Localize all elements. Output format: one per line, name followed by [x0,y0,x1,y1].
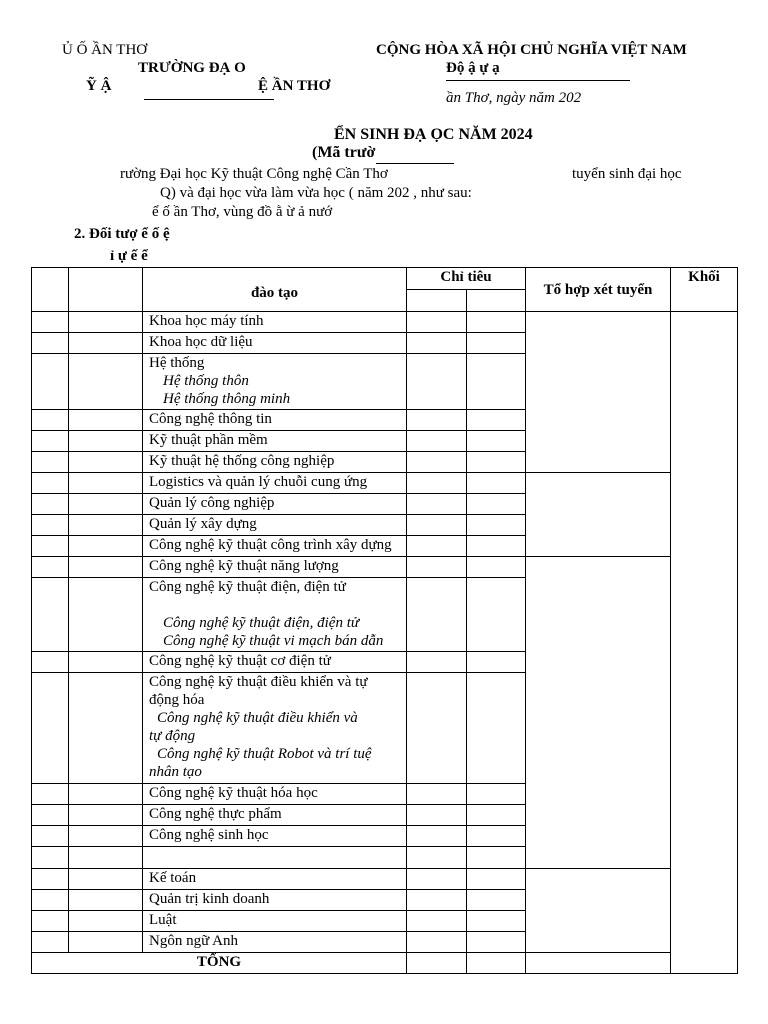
table-row: Quản lý xây dựng [143,515,407,536]
section-2-heading: 2. Đối tượ ể ố ệ [74,226,170,242]
table-row: Kế toán [143,869,407,890]
intro-line3: ể ố ần Thơ, vùng đồ ằ ừ ả nướ [152,204,333,220]
table-row: Kỹ thuật hệ thống công nghiệp [143,452,407,473]
table-row: Công nghệ kỹ thuật công trình xây dựng [143,536,407,557]
col-block-header: Khối [671,268,738,312]
row-label: động hóa [149,692,205,708]
table-row: Luật [143,911,407,932]
header-right-rule [446,80,630,81]
table-row [143,354,407,410]
col-program-header: đào tạo [143,268,407,312]
header-school-line3b: Ệ ẦN THƠ [258,78,331,94]
table-row: Công nghệ kỹ thuật năng lượng [143,557,407,578]
table-row: Công nghệ kỹ thuật cơ điện tử [143,652,407,673]
header-nation: CỘNG HÒA XÃ HỘI CHỦ NGHĨA VIỆT NAM [376,42,687,58]
row-sublabel: Hệ thống thôn [163,373,249,389]
header-agency: Ủ Ố ẦN THƠ [62,42,148,58]
school-code-rule [376,163,454,164]
header-left-rule [144,99,274,100]
table-row: Kỹ thuật phần mềm [143,431,407,452]
row-sublabel: Công nghệ kỹ thuật điều khiển và [157,710,358,726]
table-row: Công nghệ thông tin [143,410,407,431]
header-school: TRƯỜNG ĐẠ O [138,60,246,76]
row-label: Công nghệ kỹ thuật điện, điện tử [149,579,346,595]
row-sublabel: Công nghệ kỹ thuật điện, điện tử [163,615,360,631]
table-row: Công nghệ thực phẩm [143,805,407,826]
col-quota-header: Chỉ tiêu [407,268,526,290]
row-sublabel: nhân tạo [149,764,202,780]
table-row: Ngôn ngữ Anh [143,932,407,953]
col-code-header [69,268,143,312]
table-row: Quản trị kinh doanh [143,890,407,911]
total-row-label: TỔNG [32,953,407,974]
header-place-date: ần Thơ, ngày năm 202 [446,90,582,106]
admission-quota-table [31,267,738,974]
school-code: (Mã trườ [312,144,376,161]
table-row [143,673,407,784]
table-row: Khoa học dữ liệu [143,333,407,354]
table-row [143,847,407,869]
table-row: Khoa học máy tính [143,312,407,333]
section-3-heading: ỉ ự ế ể [110,248,148,264]
page-title: ỂN SINH ĐẠ ỌC NĂM 2024 [334,126,533,143]
table-row: Logistics và quản lý chuỗi cung ứng [143,473,407,494]
row-sublabel: Hệ thống thông minh [163,391,291,407]
intro-line1: rường Đại học Kỹ thuật Công nghệ Cần Thơ [120,166,388,182]
row-label: Công nghệ kỹ thuật điều khiển và tự [149,674,368,690]
table-row: Công nghệ sinh học [143,826,407,847]
table-row: Công nghệ kỹ thuật hóa học [143,784,407,805]
intro-line1-end: tuyển sinh đại học [572,166,682,182]
row-sublabel: tự động [149,728,196,744]
header-motto: Độ ậ ự ạ [446,60,500,76]
row-sublabel: Công nghệ kỹ thuật vi mạch bán dẫn [163,633,384,649]
col-no-header [32,268,69,312]
header-school-line3a: Ỹ Ậ [86,78,112,94]
row-label: Hệ thống [149,355,205,371]
intro-line2: Q) và đại học vừa làm vừa học ( năm 202 , như sau: [160,185,472,201]
table-row [143,578,407,652]
table-row: Quản lý công nghiệp [143,494,407,515]
col-combo-header: Tổ hợp xét tuyển [526,268,671,312]
row-sublabel: Công nghệ kỹ thuật Robot và trí tuệ [157,746,372,762]
